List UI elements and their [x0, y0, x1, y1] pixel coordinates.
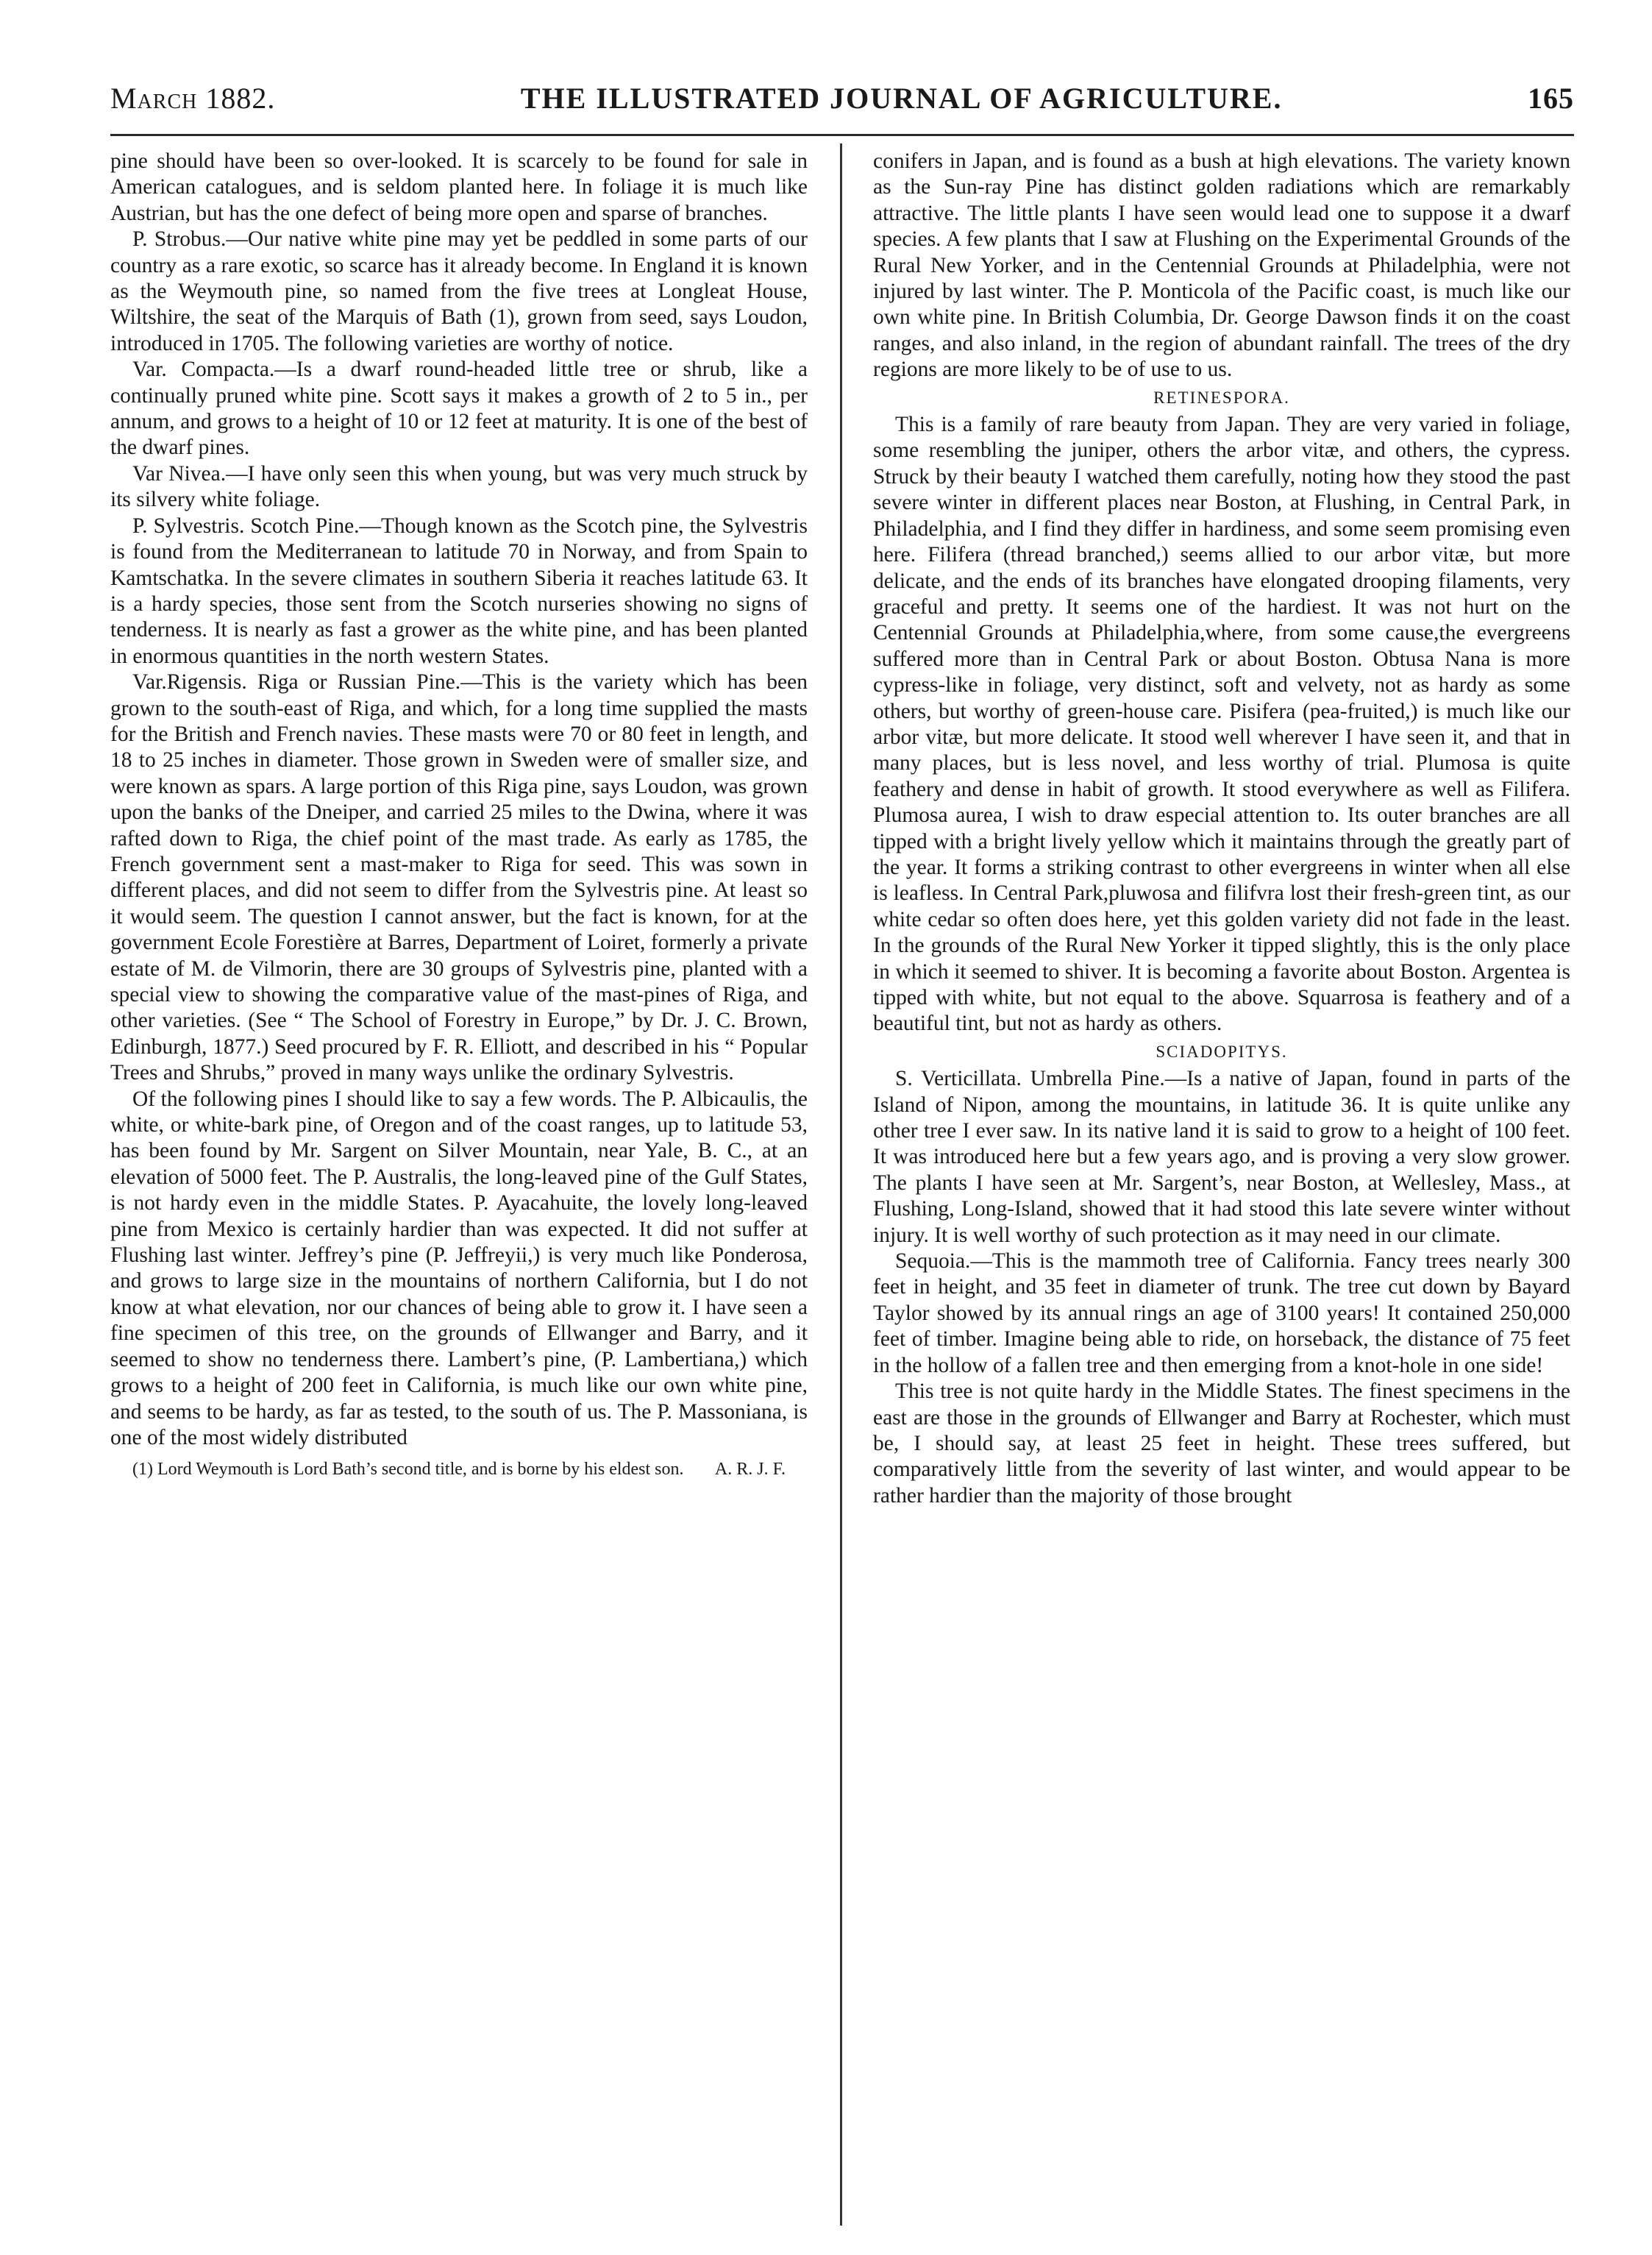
issue-date: March 1882.: [110, 82, 276, 115]
page: [110, 66, 1574, 2229]
paragraph: Var.Rigensis. Riga or Russian Pine.—This is the variety which has been grown to the south-east of Riga, and which, for a long time supplied the masts for the British and French navies. These masts were 70 or 80 feet in length, and 18 to 25 inches in diameter. Those grown in Sweden were of smaller size, and were known as spars. A large portion of this Riga pine, says Loudon, was grown upon the banks of the Dneiper, and carried 25 miles to the Dwina, where it was rafted down to Riga, the chief point of the mast trade. As early as 1785, the French government sent a mast-maker to Riga for seed. This was sown in different places, and did not seem to differ from the Sylvestris pine. At least so it would seem. The question I cannot answer, but the fact is known, for at the government Ecole Forestière at Barres, Department of Loiret, formerly a private estate of M. de Vilmorin, there are 30 groups of Sylvestris pine, planted with a special view to showing the comparative value of the mast-pines of Riga, and other varieties. (See “ The School of Forestry in Europe,” by Dr. J. C. Brown, Edinburgh, 1877.) Seed procured by F. R. Elliott, and described in his “ Popular Trees and Shrubs,” proved in many ways unlike the ordinary Sylvestris.: [110, 670, 808, 1085]
paragraph: Of the following pines I should like to say a few words. The P. Albicaulis, the white, or white-bark pine, of Oregon and of the coast ranges, up to latitude 53, has been found by Mr. Sargent on Silver Mountain, near Yale, B. C., at an elevation of 5000 feet. The P. Australis, the long-leaved pine of the Gulf States, is not hardy even in the middle States. P. Ayacahuite, the lovely long-leaved pine from Mexico is certainly hardier than was expected. It did not suffer at Flushing last winter. Jeffrey’s pine (P. Jeffreyii,) is very much like Ponderosa, and grows to large size in the mountains of northern California, but I do not know at what elevation, nor our chances of being able to grow it. I have seen a fine specimen of this tree, on the grounds of Ellwanger and Barry, and it seemed to show no tenderness there. Lambert’s pine, (P. Lambertiana,) which grows to a height of 200 feet in California, is much like our own white pine, and seems to be hardy, as far as tested, to the south of us. The P. Massoniana, is one of the most widely distributed: [110, 1087, 808, 1449]
footnote-text: (1) Lord Weymouth is Lord Bath’s second title, and is borne by his eldest son.: [132, 1460, 684, 1480]
section-heading-sciadopitys: SCIADOPITYS.: [1156, 1042, 1288, 1061]
header-rule: [110, 134, 1574, 136]
paragraph: P. Strobus.—Our native white pine may yet be peddled in some parts of our country as a rare exotic, so scarce has it already become. In England it is known as the Weymouth pine, so named from the five trees at Longleat House, Wiltshire, the seat of the Marquis of Bath (1), grown from seed, says Loudon, introduced in 1705. The following varieties are worthy of notice.: [110, 227, 808, 355]
page-number: 165: [1527, 82, 1574, 115]
paragraph: S. Verticillata. Umbrella Pine.—Is a native of Japan, found in parts of the Island of Nipon, among the mountains, in latitude 36. It is quite unlike any other tree I ever saw. In its native land it is said to grow to a height of 100 feet. It was introduced here but a few years ago, and is proving a very slow grower. The plants I have seen at Mr. Sargent’s, near Boston, at Wellesley, Mass., at Flushing, Long-Island, showed that it had stood this late severe winter without injury. It is well worthy of such protection as it may need in our climate.: [873, 1067, 1570, 1247]
paragraph: This tree is not quite hardy in the Middle States. The finest specimens in the east are those in the grounds of Ellwanger and Barry at Rochester, which must be, I should say, at least 25 feet in height. These trees suffered, but comparatively little from the severity of last winter, and would appear to be rather hardier than the majority of those brought: [873, 1379, 1570, 1508]
journal-title: THE ILLUSTRATED JOURNAL OF AGRICULTURE.: [520, 82, 1283, 115]
paragraph: Var. Compacta.—Is a dwarf round-headed little tree or shrub, like a continually pruned white pine. Scott says it makes a growth of 2 to 5 in., per annum, and grows to a height of 10 or 12 feet at maturity. It is one of the best of the dwarf pines.: [110, 358, 808, 460]
paragraph: conifers in Japan, and is found as a bush at high elevations. The variety known as the Sun-ray Pine has distinct golden radiations which are remarkably attractive. The little plants I have seen would lead one to suppose it a dwarf species. A few plants that I saw at Flushing on the Experimental Grounds of the Rural New Yorker, and in the Centennial Grounds at Philadelphia, were not injured by last winter. The P. Monticola of the Pacific coast, is much like our own white pine. In British Columbia, Dr. George Dawson finds it on the coast ranges, and also inland, in the region of abundant rainfall. The trees of the dry regions are more likely to be of use to us.: [873, 149, 1570, 382]
paragraph: This is a family of rare beauty from Japan. They are very varied in foliage, some resembling the juniper, others the arbor vitæ, and others, the cypress. Struck by their beauty I watched them carefully, noting how they stood the past severe winter in different places near Boston, at Flushing, in Central Park, in Philadelphia, and I find they differ in hardiness, and some seem promising even here. Filifera (thread branched,) seems allied to our arbor vitæ, but more delicate, and the ends of its branches have elongated drooping filaments, very graceful and pretty. It seems one of the hardiest. It was not hurt on the Centennial Grounds at Philadelphia,where, from some cause,the evergreens suffered more than in Central Park or about Boston. Obtusa Nana is more cypress-like in foliage, very distinct, soft and velvety, not as hardy as some others, but worthy of green-house care. Pisifera (pea-fruited,) is much like our arbor vitæ, but more delicate. It stood well wherever I have seen it, and that in many places, but is less novel, and less worthy of trial. Plumosa is quite feathery and dense in habit of growth. It stood everywhere as well as Filifera. Plumosa aurea, I wish to draw especial attention to. Its outer branches are all tipped with a bright lively yellow which it maintains through the greatly part of the year. It forms a striking contrast to other evergreens in winter when all else is leafless. In Central Park,pluwosa and filifvra lost their fresh-green tint, as our white cedar so often does here, yet this golden variety did not fade in the least. In the grounds of the Rural New Yorker it tipped slightly, this is the only place in which it seemed to shiver. It is becoming a favorite about Boston. Argentea is tipped with white, but not equal to the above. Squarrosa is feathery and of a beautiful tint, but not as hardy as others.: [873, 413, 1570, 1036]
right-column: [873, 149, 1570, 1509]
section-heading-retinespora: RETINESPORA.: [1153, 388, 1290, 407]
footnote-signature: A. R. J. F.: [714, 1460, 786, 1480]
paragraph: P. Sylvestris. Scotch Pine.—Though known as the Scotch pine, the Sylvestris is found from the Mediterranean to latitude 70 in Norway, and from Spain to Kamtschatka. In the severe climates in southern Siberia it reaches latitude 63. It is a hardy species, those sent from the Scotch nurseries showing no signs of tenderness. It is nearly as fast a grower as the white pine, and has been planted in enormous quantities in the north western States.: [110, 514, 808, 668]
column-divider: [840, 143, 842, 2226]
left-column: [110, 149, 808, 1480]
paragraph: Var Nivea.—I have only seen this when young, but was very much struck by its silvery white foliage.: [110, 461, 808, 512]
paragraph: pine should have been so over-looked. It is scarcely to be found for sale in American catalogues, and is seldom planted here. In foliage it is much like Austrian, but has the one defect of being more open and sparse of branches.: [110, 149, 808, 225]
running-header: [110, 81, 1574, 125]
footnote: [110, 1458, 808, 1480]
paragraph: Sequoia.—This is the mammoth tree of California. Fancy trees nearly 300 feet in height, and 35 feet in diameter of trunk. The tree cut down by Bayard Taylor showed by its annual rings an age of 3100 years! It contained 250,000 feet of timber. Imagine being able to ride, on horseback, the distance of 75 feet in the hollow of a fallen tree and then emerging from a knot-hole in one side!: [873, 1249, 1570, 1377]
